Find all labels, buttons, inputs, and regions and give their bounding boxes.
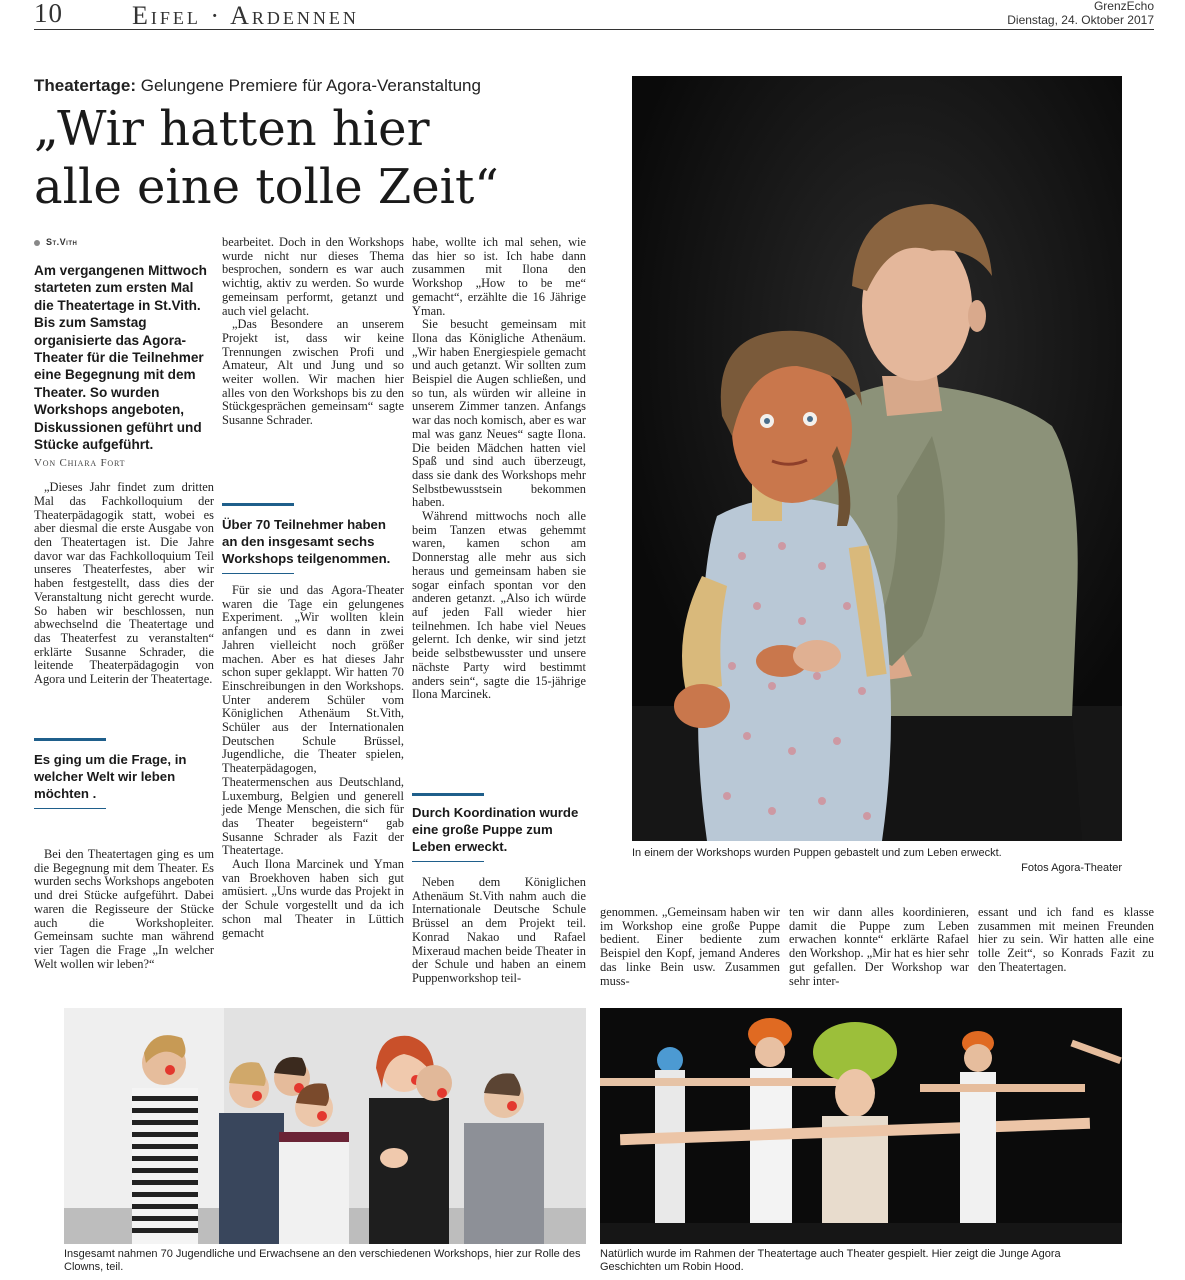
robin-hood-image [600,1008,1122,1244]
headline-line-2: alle eine tolle Zeit“ [34,159,499,215]
subhead-underline [222,573,294,574]
subhead-rule [34,738,106,741]
dateline [34,237,77,247]
subhead-1 [34,738,214,809]
paragraph: Auch Ilona Marcinek und Yman van Broekhoven haben sich gut amüsiert. „Uns wurde das Projekt in der Schule vorgestellt und da ich schon mal Theater in Lüttich gemacht [222,857,404,940]
column-1b [34,848,214,971]
subhead-underline [412,861,484,862]
column-3b [412,876,586,986]
paragraph: ten wir dann alles koordinieren, damit die Puppe zum Leben erwachen konnte“ erklärte Rafael den Workshop. „Mir hat es hier sehr gut gefallen. Der Workshop war sehr inter- [789,905,969,988]
paragraph: habe, wollte ich mal sehen, wie das hier so ist. Ich habe dann zusammen mit Ilona den Workshop „How to be me“ gemacht“, erzählte die 16 Jährige Yman. [412,235,586,318]
paragraph: genommen. „Gemeinsam haben wir im Workshop eine große Puppe bedient. Einer bediente zum Beispiel den Kopf, jemand Anderes das linke Bein usw. Zusammen muss- [600,905,780,988]
column-1 [34,262,214,687]
bullet-icon [34,240,40,246]
paragraph: essant und ich fand es klasse zusammen mit meinen Freunden hier zu sein. Wir hatten alle eine tolle Zeit“, so Konrads Fazit zu den Theatertagen. [978,905,1154,974]
article-kicker [34,76,481,96]
subhead-3 [412,793,586,862]
headline-line-1: „Wir hatten hier [34,101,430,157]
article-headline [34,100,614,216]
column-6 [978,906,1154,975]
subhead-rule [412,793,484,796]
paragraph: Bei den Theatertagen ging es um die Begegnung mit dem Theater. Es wurden sechs Workshops angeboten und drei Stücke aufgeführt. Dabei waren die Regisseure der Stücke auch die Workshopleiter. Gemeinsam suchte man während vier Tagen die Frage „In welcher Welt wollen wir leben?“ [34,847,214,971]
subhead-text: Durch Koordination wurde eine große Puppe zum Leben erweckt. [412,805,579,854]
byline: Von Chiara Fort [34,457,126,470]
dateline-text: St.Vith [46,237,78,247]
column-2 [222,236,404,428]
puppet-workshop-photo [632,76,1122,841]
page-header [34,0,1154,30]
main-photo [632,76,1122,841]
newspaper-name: GrenzEcho [1093,0,1154,13]
page-number: 10 [34,0,63,28]
subhead-2 [222,503,404,574]
paragraph: Sie besucht gemeinsam mit Ilona das Königliche Athenäum. „Wir haben Energiespiele gemacht und auch getanzt. Wir sollten zum Beispiel die Augen schließen, und so tun, als würden wir alleine in unserem Zimmer tanzen. Anfangs war das noch komisch, aber es war mal was ganz Neues“ sagte Ilona. Die beiden Mädchen hatten viel Spaß und sind auch überzeugt, dass sie dank des Workshops mehr Selbstbewusstsein bekommen haben. [412,317,586,510]
paragraph: bearbeitet. Doch in den Workshops wurde nicht nur dieses Thema besprochen, sondern es war auch wichtig, aktiv zu werden. So wurde gemeinsam performt, getanzt und auch viel gelacht. [222,235,404,318]
clown-workshop-image [64,1008,586,1244]
paragraph: „Das Besondere an unserem Projekt ist, dass wir keine Trennungen zwischen Profi und Amateur, Alt und Jung und so weiter wollen. Wir machen hier alles von den Workshops bis zu den Stückgesprächen gemeinsam“ sagte Susanne Schrader. [222,317,404,428]
column-5 [789,906,969,988]
column-2b [222,584,404,940]
column-3 [412,236,586,702]
paragraph: Neben dem Königlichen Athenäum St.Vith nahm auch die Internationale Deutsche Schule Brüssel an dem Projekt teil. Konrad Nakao und Rafael Mixeraud machen beide Theater in der Schule und haben an einem Puppenworkshop teil- [412,875,586,985]
clown-photo-caption: Insgesamt nahmen 70 Jugendliche und Erwachsene an den verschiedenen Workshops, hier zur Rolle des Clowns, teil. [64,1248,581,1273]
subhead-text: Über 70 Teilnehmer haben an den insgesamt sechs Workshops teilgenommen. [222,517,391,566]
article-lead: Am vergangenen Mittwoch starteten zum ersten Mal die Theatertage in St.Vith. Bis zum Samstag organisierte das Agora-Theater für die Teilnehmer eine Begegnung mit dem Theater. So wurden Workshops angeboten, Diskussionen geführt und Stücke aufgeführt. [34,263,207,453]
issue-date: Dienstag, 24. Oktober 2017 [1007,13,1154,27]
photo-credit: Fotos Agora-Theater [1021,862,1122,874]
kicker-topic: Theatertage: [34,76,137,95]
robin-hood-caption: Natürlich wurde im Rahmen der Theatertage auch Theater gespielt. Hier zeigt die Junge Agora Geschichten um Robin Hood. [600,1248,1061,1273]
kicker-text: Gelungene Premiere für Agora-Veranstaltung [136,76,481,95]
clown-workshop-photo [64,1008,586,1244]
main-photo-caption: In einem der Workshops wurden Puppen gebastelt und zum Leben erweckt. [632,847,1002,859]
paragraph: Während mittwochs noch alle beim Tanzen etwas gehemmt waren, kamen schon am Donnerstag alle mehr aus sich heraus und gemeinsam haben sie sogar einfach spontan vor den anderen getanzt. „Also ich würde auf jeden Fall wieder hier teilnehmen. Ich habe viel Neues gelernt. Ich denke, wir sind jetzt beide selbstbewusster und unsere nächste Party wird bestimmt anders sein“, sagte die 15-jährige Ilona Marcinek. [412,509,586,702]
subhead-rule [222,503,294,506]
section-name: Eifel · Ardennen [132,1,359,30]
column-4 [600,906,780,988]
paragraph: „Dieses Jahr findet zum dritten Mal das Fachkolloquium der Theaterpädagogik statt, wobei es aber diesmal die erste Ausgabe von den Theatertagen ist. Die Jahre davor war das Fachkolloquium Teil unseres Theaterfestes, aber wir haben festgestellt, dass dies der Veranstaltung nicht gerecht wurde. So haben wir beschlossen, nun abwechselnd die Theatertage und das Theaterfest zu veranstalten“ erklärte Susanne Schrader, die leitende Theaterpädagogin von Agora und Leiterin der Theatertage. [34,480,214,687]
subhead-underline [34,808,106,809]
paragraph: Für sie und das Agora-Theater waren die Tage ein gelungenes Experiment. „Wir wollten klein anfangen und es dann in zwei Jahren vielleicht noch größer machen. Aber es hat dieses Jahr schon super geklappt. Wir hatten 70 Einschreibungen in den Workshops. Unter anderem Schüler vom Königlichen Athenäum St.Vith, Schüler aus der Internationalen Deutschen Schule Brüssel, Jugendliche, die Theater spielen, Theaterpädagogen, Theatermenschen aus Deutschland, Luxemburg, Belgien und generell jede Menge Menschen, die sich für das Theater begeistern“ gab Susanne Schrader als Fazit der Theatertage. [222,583,404,858]
robin-hood-photo [600,1008,1122,1244]
subhead-text: Es ging um die Frage, in welcher Welt wir leben möchten . [34,752,187,801]
